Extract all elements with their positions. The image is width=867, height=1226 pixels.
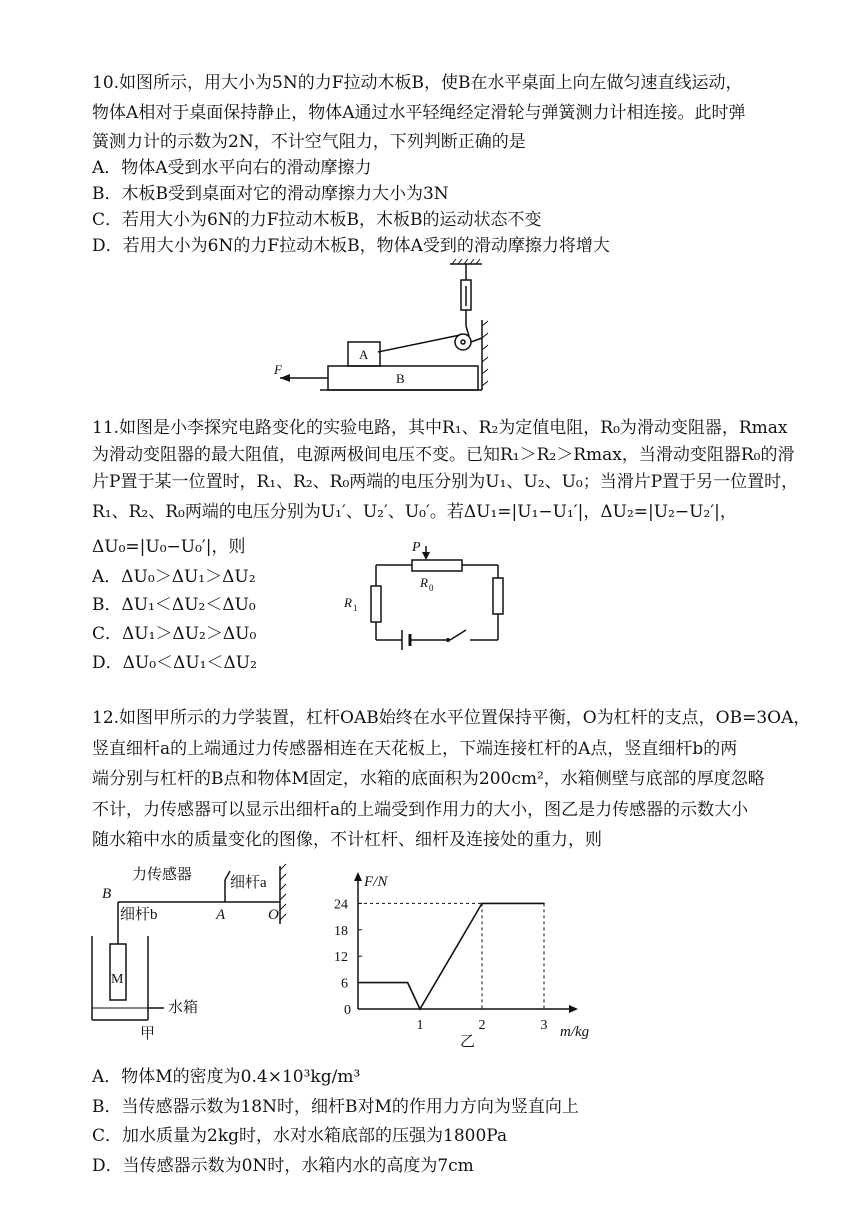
q11-option-a: A．ΔU₀＞ΔU₁＞ΔU₂ bbox=[92, 567, 256, 587]
x-tick-label: 3 bbox=[540, 1018, 548, 1033]
data-point bbox=[419, 1008, 421, 1010]
q10-label-b: B bbox=[396, 371, 405, 386]
y-tick-label: 24 bbox=[334, 897, 348, 913]
y-tick-label: 12 bbox=[334, 950, 348, 966]
q10-stem-line2: 物体A相对于桌面保持静止，物体A通过水平轻绳经定滑轮与弹簧测力计相连接。此时弹 bbox=[92, 103, 746, 123]
q12-label-a: A bbox=[216, 907, 226, 923]
q12-stem-line1: 12.如图甲所示的力学装置，杠杆OAB始终在水平位置保持平衡，O为杠杆的支点，OB=3OA， bbox=[92, 708, 811, 728]
y-tick-label: 18 bbox=[334, 923, 348, 939]
x-tick-label: 2 bbox=[478, 1018, 486, 1033]
q12-figure-yi bbox=[320, 864, 610, 1054]
q11-option-b: B．ΔU₁＜ΔU₂＜ΔU₀ bbox=[92, 595, 256, 615]
q10-option-b: B．木板B受到桌面对它的滑动摩擦力大小为3N bbox=[92, 184, 449, 204]
q12-caption-yi: 乙 bbox=[460, 1034, 476, 1050]
q12-label-b: B bbox=[102, 886, 112, 902]
q12-figure-jia bbox=[80, 858, 300, 1048]
q12-label-tank: 水箱 bbox=[168, 1000, 199, 1016]
y-axis-label: F/N bbox=[364, 874, 388, 890]
q10-option-c: C．若用大小为6N的力F拉动木板B，木板B的运动状态不变 bbox=[92, 210, 542, 230]
q11-stem-line5: ΔU₀=|U₀−U₀′|，则 bbox=[92, 537, 246, 557]
q10-option-d: D．若用大小为6N的力F拉动木板B，物体A受到的滑动摩擦力将增大 bbox=[92, 236, 610, 256]
origin-label: 0 bbox=[344, 1003, 351, 1018]
q11-label-r0: R bbox=[420, 575, 428, 590]
q12-option-c: C．加水质量为2kg时，水对水箱底部的压强为1800Pa bbox=[92, 1126, 508, 1146]
q12-label-o: O bbox=[268, 907, 279, 923]
y-tick-label: 6 bbox=[341, 976, 348, 992]
q11-stem-line4: R₁、R₂、R₀两端的电压分别为U₁′、U₂′、U₀′。若ΔU₁=|U₁−U₁′|，ΔU₂=|U₂−U₂′|， bbox=[92, 502, 737, 522]
q12-label-rod-b: 细杆b bbox=[120, 907, 158, 923]
data-point bbox=[543, 903, 545, 905]
q12-label-m: M bbox=[111, 972, 124, 987]
q10-label-a: A bbox=[359, 347, 369, 362]
x-axis-arrowhead bbox=[569, 1005, 578, 1013]
q11-label-r0-sub: 0 bbox=[429, 583, 434, 593]
data-point bbox=[357, 982, 359, 984]
data-point bbox=[407, 982, 409, 984]
q11-option-d: D．ΔU₀＜ΔU₁＜ΔU₂ bbox=[92, 653, 257, 673]
q11-label-r1: R bbox=[344, 595, 352, 610]
q11-stem-line3: 片P置于某一位置时，R₁、R₂、R₀两端的电压分别为U₁、U₂、U₀；当滑片P置于另一位置时， bbox=[92, 472, 799, 492]
q10-option-a: A．物体A受到水平向右的滑动摩擦力 bbox=[92, 158, 372, 178]
q12-option-d: D．当传感器示数为0N时，水箱内水的高度为7cm bbox=[92, 1156, 474, 1176]
q10-stem-line1: 10.如图所示，用大小为5N的力F拉动木板B，使B在水平桌面上向左做匀速直线运动， bbox=[92, 73, 743, 93]
x-axis-label: m/kg bbox=[560, 1024, 590, 1040]
q12-caption-jia: 甲 bbox=[140, 1026, 156, 1042]
q12-stem-line4: 不计，力传感器可以显示出细杆a的上端受到作用力的大小，图乙是力传感器的示数大小 bbox=[92, 800, 749, 820]
q11-stem-line1: 11.如图是小李探究电路变化的实验电路，其中R₁、R₂为定值电阻，R₀为滑动变阻器，Rmax bbox=[92, 418, 788, 438]
q11-circuit bbox=[340, 538, 520, 660]
q12-label-rod-a: 细杆a bbox=[230, 875, 267, 891]
q11-label-r1-sub: 1 bbox=[353, 603, 358, 613]
q12-stem-line5: 随水箱中水的质量变化的图像，不计杠杆、细杆及连接处的重力，则 bbox=[92, 830, 602, 850]
q11-label-p: P bbox=[412, 540, 421, 555]
q12-label-sensor: 力传感器 bbox=[132, 867, 193, 883]
q10-figure bbox=[260, 258, 500, 398]
q12-option-b: B．当传感器示数为18N时，细杆B对M的作用力方向为竖直向上 bbox=[92, 1097, 579, 1117]
q11-option-c: C．ΔU₁＞ΔU₂＞ΔU₀ bbox=[92, 624, 257, 644]
data-point bbox=[481, 903, 483, 905]
q10-stem-line3: 簧测力计的示数为2N，不计空气阻力，下列判断正确的是 bbox=[92, 132, 526, 152]
y-axis-arrowhead bbox=[354, 872, 362, 881]
q12-stem-line2: 竖直细杆a的上端通过力传感器相连在天花板上，下端连接杠杆的A点，竖直细杆b的两 bbox=[92, 739, 738, 759]
q11-stem-line2: 为滑动变阻器的最大阻值，电源两极间电压不变。已知R₁＞R₂＞Rmax，当滑动变阻器R₀的滑 bbox=[92, 445, 795, 465]
q10-label-f: F bbox=[274, 362, 282, 377]
series-line bbox=[358, 903, 544, 1009]
q12-option-a: A．物体M的密度为0.4×10³kg/m³ bbox=[92, 1067, 361, 1087]
x-tick-label: 1 bbox=[416, 1018, 424, 1033]
q12-stem-line3: 端分别与杠杆的B点和物体M固定，水箱的底面积为200cm²，水箱侧壁与底部的厚度忽略 bbox=[92, 769, 765, 789]
